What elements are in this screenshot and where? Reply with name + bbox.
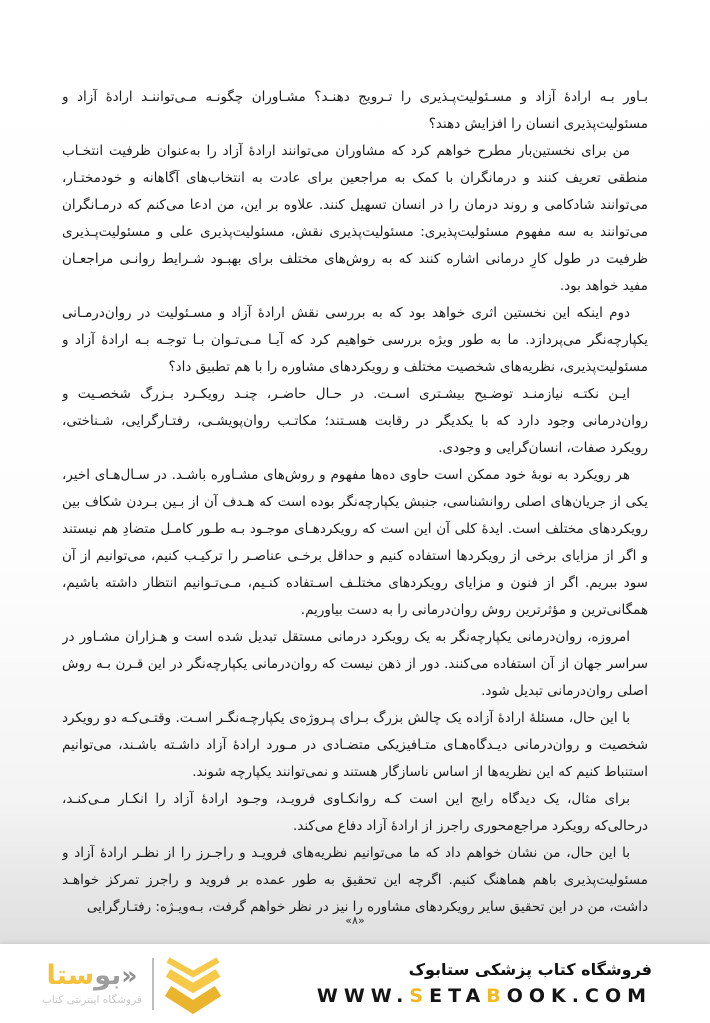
page-text xyxy=(62,84,648,916)
paragraph: هر رویکرد به نوبهٔ خود ممکن است حاوی ده‌ها مفهوم و روش‌های مشـاوره باشـد. در سـال‌هـای اخیر، یکی از جریان‌های اصلی روانشناسی، جنبش یکپارچه‌نگر بوده است که هـدف آن از بـین بـردن شکاف بین رویکردهای مختلف است. ایدهٔ کلی آن این است که رویکردهـای موجـود بـه طـور کامـل متضادِ هم نیستند و اگر از مزایای برخی از رویکردها استفاده کنیم و حداقل برخـی عناصـر را ترکیـب کنیم، می‌توانیم از آن سود ببریم. اگر از فنون و مزایای رویکردهای مختلـف اسـتفاده کنـیم، مـی‌تـوانیم انتظار داشته باشیم، همگانی‌ترین و مؤثرترین روش روان‌درمانی را به دست بیاوریم. xyxy=(62,467,648,618)
url-b-accent: B xyxy=(486,985,507,1007)
paragraph: بـاور بـه ارادهٔ آزاد و مسـئولیت‌پـذیری را تـرویج دهنـد؟ مشـاوران چگونـه مـی‌تواننـد ارادهٔ آزاد و مسئولیت‌پذیری انسان را افزایش دهند؟ xyxy=(62,89,648,132)
paragraph: دوم اینکه این نخستین اثری خواهد بود که به بررسی نقش ارادهٔ آزاد و مسـئولیت در روان‌درمـانی یکپارچه‌نگر می‌پردازد. ما به طور ویژه بررسی خواهیم کرد که آیـا مـی‌تـوان بـا توجـه بـه ارادهٔ آزاد و مسئولیت‌پذیری، نظریه‌های شخصیت مختلف و رویکردهای مشاوره را با هم تطبیق داد؟ xyxy=(62,305,648,375)
logo-guillemet-icon: « xyxy=(121,961,138,990)
store-name: فروشگاه کتاب پزشکی ستابوک xyxy=(408,960,652,979)
paragraph: با این حال، مسئلهٔ ارادهٔ آزاده یک چالش بزرگ بـرای پـروژه‌ی یکپارچـه‌نگـر اسـت. وقتـی‌کـه دو رویکرد شخصیت و روان‌درمانی دیـدگاه‌هـای متـافیزیکی متضـادی در مـورد ارادهٔ آزاد داشـته باشـند، می‌توانیم استنباط کنیم که این نظریه‌ها از اساس ناسازگار هستند و نمی‌توانند یکپارچه شوند. xyxy=(62,710,648,780)
logo-divider xyxy=(152,958,154,1010)
double-chevron-down-icon xyxy=(164,953,222,1015)
url-eta: ETA xyxy=(429,985,487,1007)
logo-text-block xyxy=(42,961,142,1006)
url-www: WWW. xyxy=(316,985,410,1007)
logo-wordmark-yellow: ستا xyxy=(46,960,95,991)
footer-store-info xyxy=(317,960,652,1007)
url-s-accent: S xyxy=(409,985,430,1007)
paragraph: امروزه، روان‌درمانی یکپارچه‌نگر به یک رویکرد درمانی مستقل تبدیل شده است و هـزاران مشـاور در سراسر جهان از آن استفاده می‌کنند. دور از ذهن نیست که روان‌درمانی یکپارچه‌نگر در این قـرن بـه روش اصلی روان‌درمانی تبدیل شود. xyxy=(62,629,648,699)
paragraph: با این حال، من نشان خواهم داد که ما می‌توانیم نظریه‌های فرویـد و راجـرز را از نظـر ارادهٔ آزاد و مسئولیت‌پذیری باهم هماهنگ کنیم. اگرچه این تحقیق به طور عمده بر فروید و راجرز تمرکز خواهـد داشت، من در این تحقیق سایر رویکردهای مشاوره را نیز در نظر خواهم گرفت، بـه‌ویـژه: رفتـارگرایی xyxy=(62,845,648,915)
logo-wordmark xyxy=(46,961,137,991)
url-ook: OOK.COM xyxy=(506,985,652,1007)
paragraph: من برای نخستین‌بار مطرح خواهم کرد که مشاوران می‌توانند ارادهٔ آزاد را به‌عنوان ظرفیت انتخـاب منطقی تعریف کنند و درمانگران با کمک به مراجعین برای عادت به انتخاب‌های آگاهانه و خودمختـار، می‌توانند شادکامی و روند درمان را در انسان تسهیل کنند. علاوه بر این، من ادعا می‌کنم که درمـانگران می‌توانند به سه مفهوم مسئولیت‌پذیری: مسئولیت‌پذیری نقش، مسئولیت‌پذیری علی و مسئولیت‌پـذیری ظرفیت در طول کارِ درمانی اشاره کنند که به روش‌های مختلف برای بهبـود شـرایط روانـی مراجعـان مفید خواهد بود. xyxy=(62,143,648,294)
logo-tagline: فروشگاه اینترنتی کتاب xyxy=(42,994,142,1006)
footer-bar xyxy=(0,944,710,1023)
logo-wordmark-grey: بو xyxy=(94,960,122,991)
paragraph: برای مثال، یک دیدگاه رایج این است کـه روانکـاوی فرویـد، وجـود ارادهٔ آزاد را انکـار مـی‌کنـد، درحالی‌که رویکرد مراجع‌محوری راجرز از ارادهٔ آزاد دفاع می‌کند. xyxy=(62,791,648,834)
page-number: «۸» xyxy=(345,914,365,927)
site-url xyxy=(317,985,652,1007)
paragraph: ایـن نکتـه نیازمنـد توضـیح بیشـتری اسـت. در حـال حاضـر، چنـد رویکـرد بـزرگ شخصـیت و روان‌درمانی وجود دارد که با یکدیگر در رقابت هسـتند؛ مکاتـب روان‌پویشـی، رفتـارگرایی، شـناختی، رویکرد صفات، انسان‌گرایی و وجودی. xyxy=(62,386,648,456)
setabook-logo xyxy=(42,953,222,1015)
